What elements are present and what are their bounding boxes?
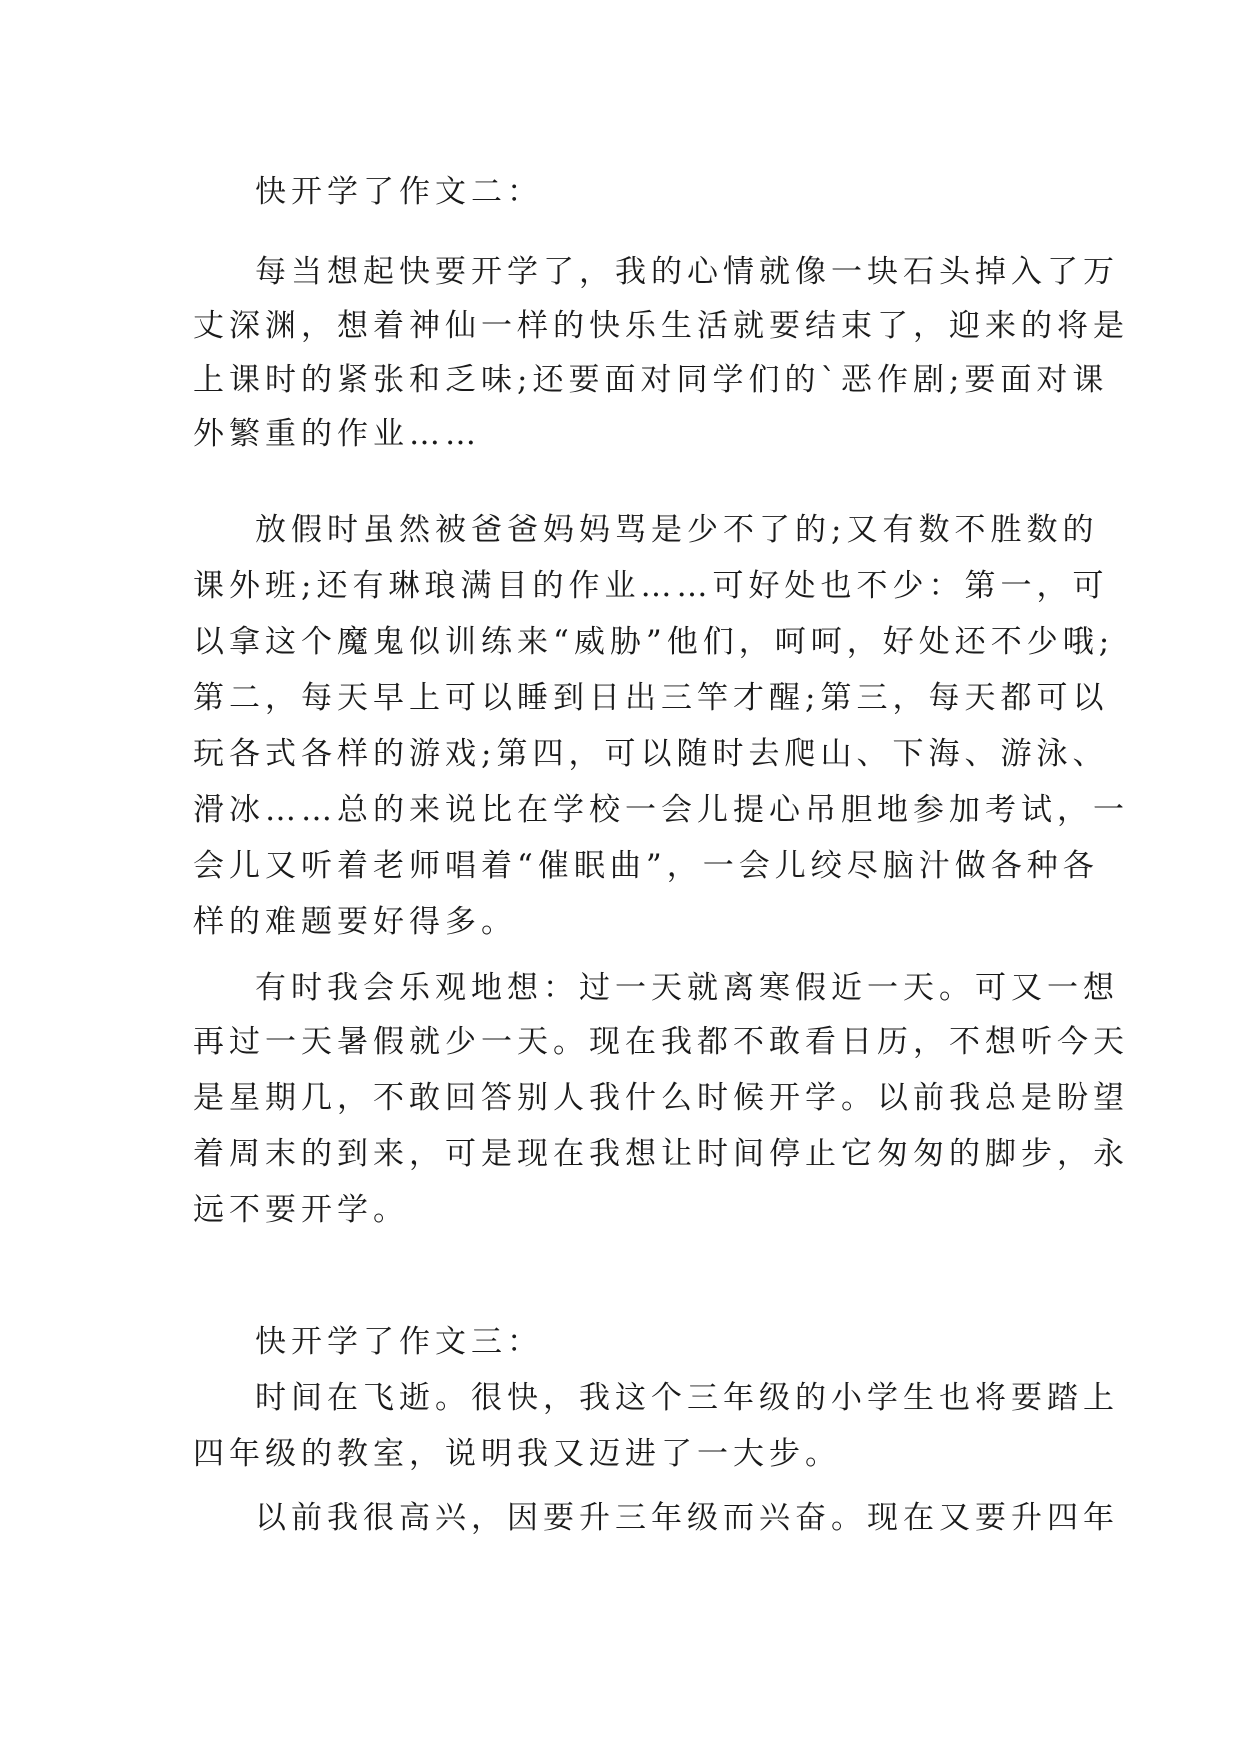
essay-two-p2-line3: 以拿这个魔鬼似训练来“威胁”他们，呵呵，好处还不少哦; (193, 624, 1115, 660)
essay-three-p1-line2: 四年级的教室，说明我又迈进了一大步。 (193, 1436, 841, 1472)
essay-three-heading: 快开学了作文三： (255, 1324, 543, 1360)
essay-two-p3-line1: 有时我会乐观地想：过一天就离寒假近一天。可又一想 (255, 970, 1119, 1006)
essay-two-p2-line5: 玩各式各样的游戏;第四，可以随时去爬山、下海、游泳、 (193, 736, 1109, 772)
essay-two-p3-line5: 远不要开学。 (193, 1192, 409, 1228)
essay-two-p3-line3: 是星期几，不敢回答别人我什么时候开学。以前我总是盼望 (193, 1080, 1129, 1116)
essay-two-p3-line2: 再过一天暑假就少一天。现在我都不敢看日历，不想听今天 (193, 1024, 1129, 1060)
essay-two-p2-line2: 课外班;还有琳琅满目的作业……可好处也不少：第一，可 (193, 568, 1109, 604)
essay-three-p1-line1: 时间在飞逝。很快，我这个三年级的小学生也将要踏上 (255, 1380, 1119, 1416)
essay-two-p1-line1: 每当想起快要开学了，我的心情就像一块石头掉入了万 (255, 254, 1119, 290)
essay-two-p2-line8: 样的难题要好得多。 (193, 904, 517, 940)
essay-two-heading: 快开学了作文二： (255, 174, 543, 210)
essay-two-p2-line4: 第二，每天早上可以睡到日出三竿才醒;第三，每天都可以 (193, 680, 1109, 716)
essay-three-p2-line1: 以前我很高兴，因要升三年级而兴奋。现在又要升四年 (255, 1500, 1119, 1536)
essay-two-p2-line6: 滑冰……总的来说比在学校一会儿提心吊胆地参加考试，一 (193, 792, 1129, 828)
essay-two-p2-line1: 放假时虽然被爸爸妈妈骂是少不了的;又有数不胜数的 (255, 512, 1099, 548)
essay-two-p1-line3: 上课时的紧张和乏味;还要面对同学们的`恶作剧;要面对课 (193, 362, 1109, 398)
essay-two-p2-line7: 会儿又听着老师唱着“催眠曲”，一会儿绞尽脑汁做各种各 (193, 848, 1099, 884)
essay-two-p3-line4: 着周末的到来，可是现在我想让时间停止它匆匆的脚步，永 (193, 1136, 1129, 1172)
essay-two-p1-line4: 外繁重的作业…… (193, 416, 481, 452)
essay-two-p1-line2: 丈深渊，想着神仙一样的快乐生活就要结束了，迎来的将是 (193, 308, 1129, 344)
